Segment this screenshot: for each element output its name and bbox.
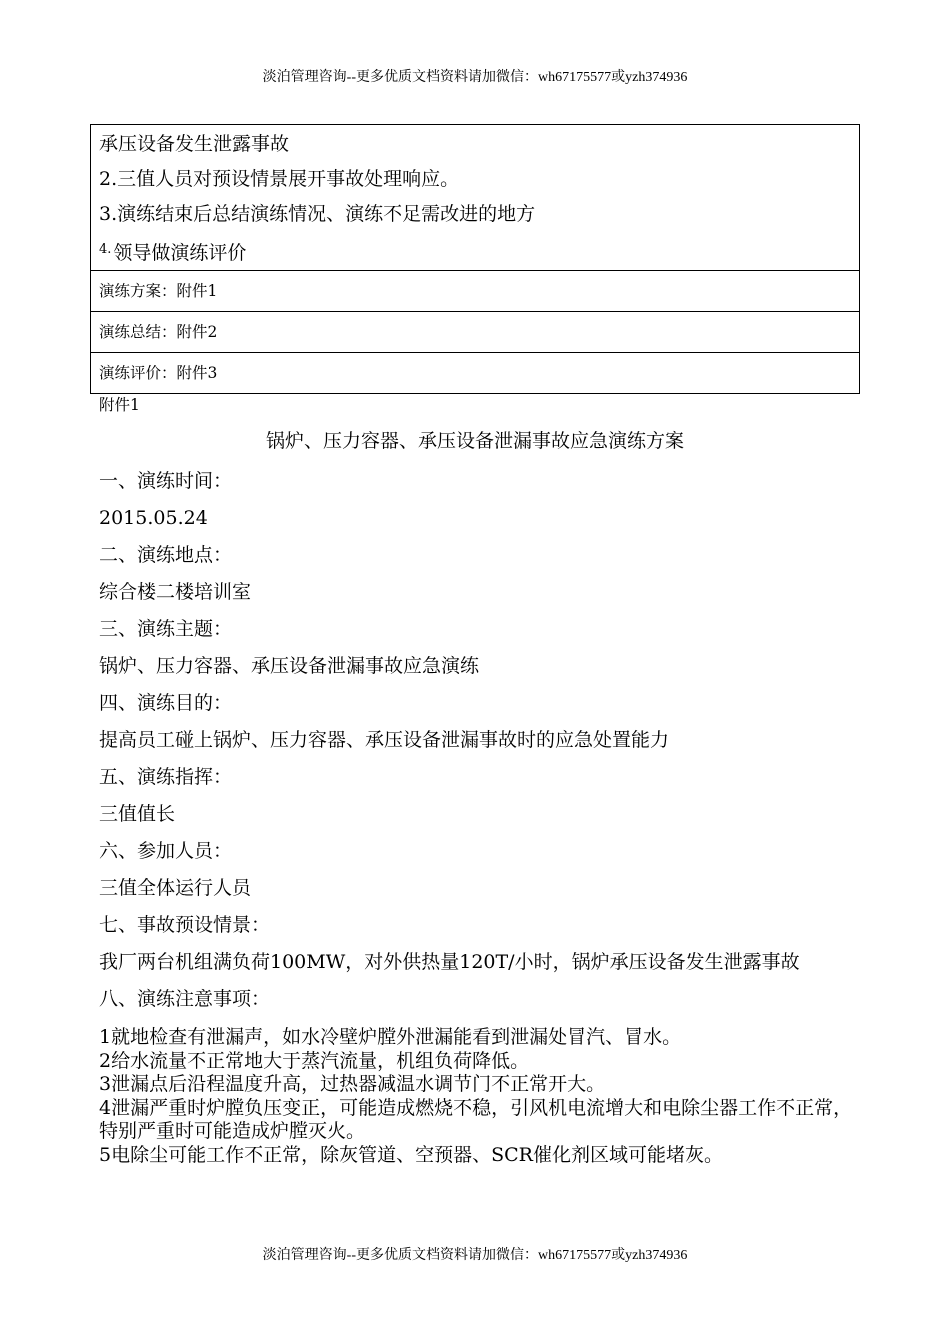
document-body [99, 393, 861, 1167]
attachment-label: 附件1 [99, 396, 140, 414]
page-header: 淡泊管理咨询--更多优质文档资料请加微信：wh67175577或yzh374936 [262, 70, 688, 85]
attachment-row-evaluation: 演练评价：附件3 [91, 352, 859, 393]
section-content: 综合楼二楼培训室 [99, 581, 252, 603]
attachment-row-plan: 演练方案：附件1 [91, 270, 859, 311]
section-heading: 三、演练主题： [99, 618, 233, 640]
section-content: 提高员工碰上锅炉、压力容器、承压设备泄漏事故时的应急处置能力 [99, 729, 670, 751]
notes-list [99, 1026, 861, 1167]
notes-heading: 八、演练注意事项： [99, 988, 271, 1010]
step-text: 承压设备发生泄露事故 [99, 133, 290, 155]
note-item: 2给水流量不正常地大于蒸汽流量，机组负荷降低。 [99, 1049, 530, 1072]
step-line [99, 197, 849, 232]
note-item: 3泄漏点后沿程温度升高，过热器减温水调节门不正常开大。 [99, 1073, 606, 1095]
step-line [99, 127, 849, 162]
section-content: 三值全体运行人员 [99, 877, 252, 899]
step-line [99, 162, 849, 197]
step-number: 4. [99, 242, 112, 257]
section-heading: 六、参加人员： [99, 840, 233, 862]
section-content: 锅炉、压力容器、承压设备泄漏事故应急演练 [99, 655, 480, 677]
step-text: 3.演练结束后总结演练情况、演练不足需改进的地方 [99, 203, 536, 225]
section-heading: 五、演练指挥： [99, 766, 233, 788]
note-item: 5电除尘可能工作不正常，除灰管道、空预器、SCR催化剂区域可能堵灰。 [99, 1143, 723, 1166]
section-content: 我厂两台机组满负荷100MW，对外供热量120T/小时，锅炉承压设备发生泄露事故 [99, 951, 800, 973]
section-heading: 四、演练目的： [99, 692, 233, 714]
section-content: 2015.05.24 [99, 507, 208, 529]
section-content: 三值值长 [99, 803, 176, 825]
drill-steps-table [90, 124, 860, 394]
page-footer: 淡泊管理咨询--更多优质文档资料请加微信：wh67175577或yzh374936 [262, 1248, 688, 1263]
steps-cell [91, 125, 859, 270]
note-item: 1就地检查有泄漏声，如水冷壁炉膛外泄漏能看到泄漏处冒汽、冒水。 [99, 1026, 682, 1048]
attachment-row-summary: 演练总结：附件2 [91, 311, 859, 352]
document-title: 锅炉、压力容器、承压设备泄漏事故应急演练方案 [265, 430, 684, 452]
step-line [99, 232, 849, 271]
step-text: 2.三值人员对预设情景展开事故处理响应。 [99, 168, 460, 190]
section-heading: 七、事故预设情景： [99, 914, 271, 936]
section-heading: 一、演练时间： [99, 470, 233, 492]
note-item: 4泄漏严重时炉膛负压变正，可能造成燃烧不稳，引风机电流增大和电除尘器工作不正常，特别严重时可能造成炉膛灭火。 [99, 1096, 853, 1142]
section-heading: 二、演练地点： [99, 544, 233, 566]
step-text: 领导做演练评价 [113, 242, 247, 264]
